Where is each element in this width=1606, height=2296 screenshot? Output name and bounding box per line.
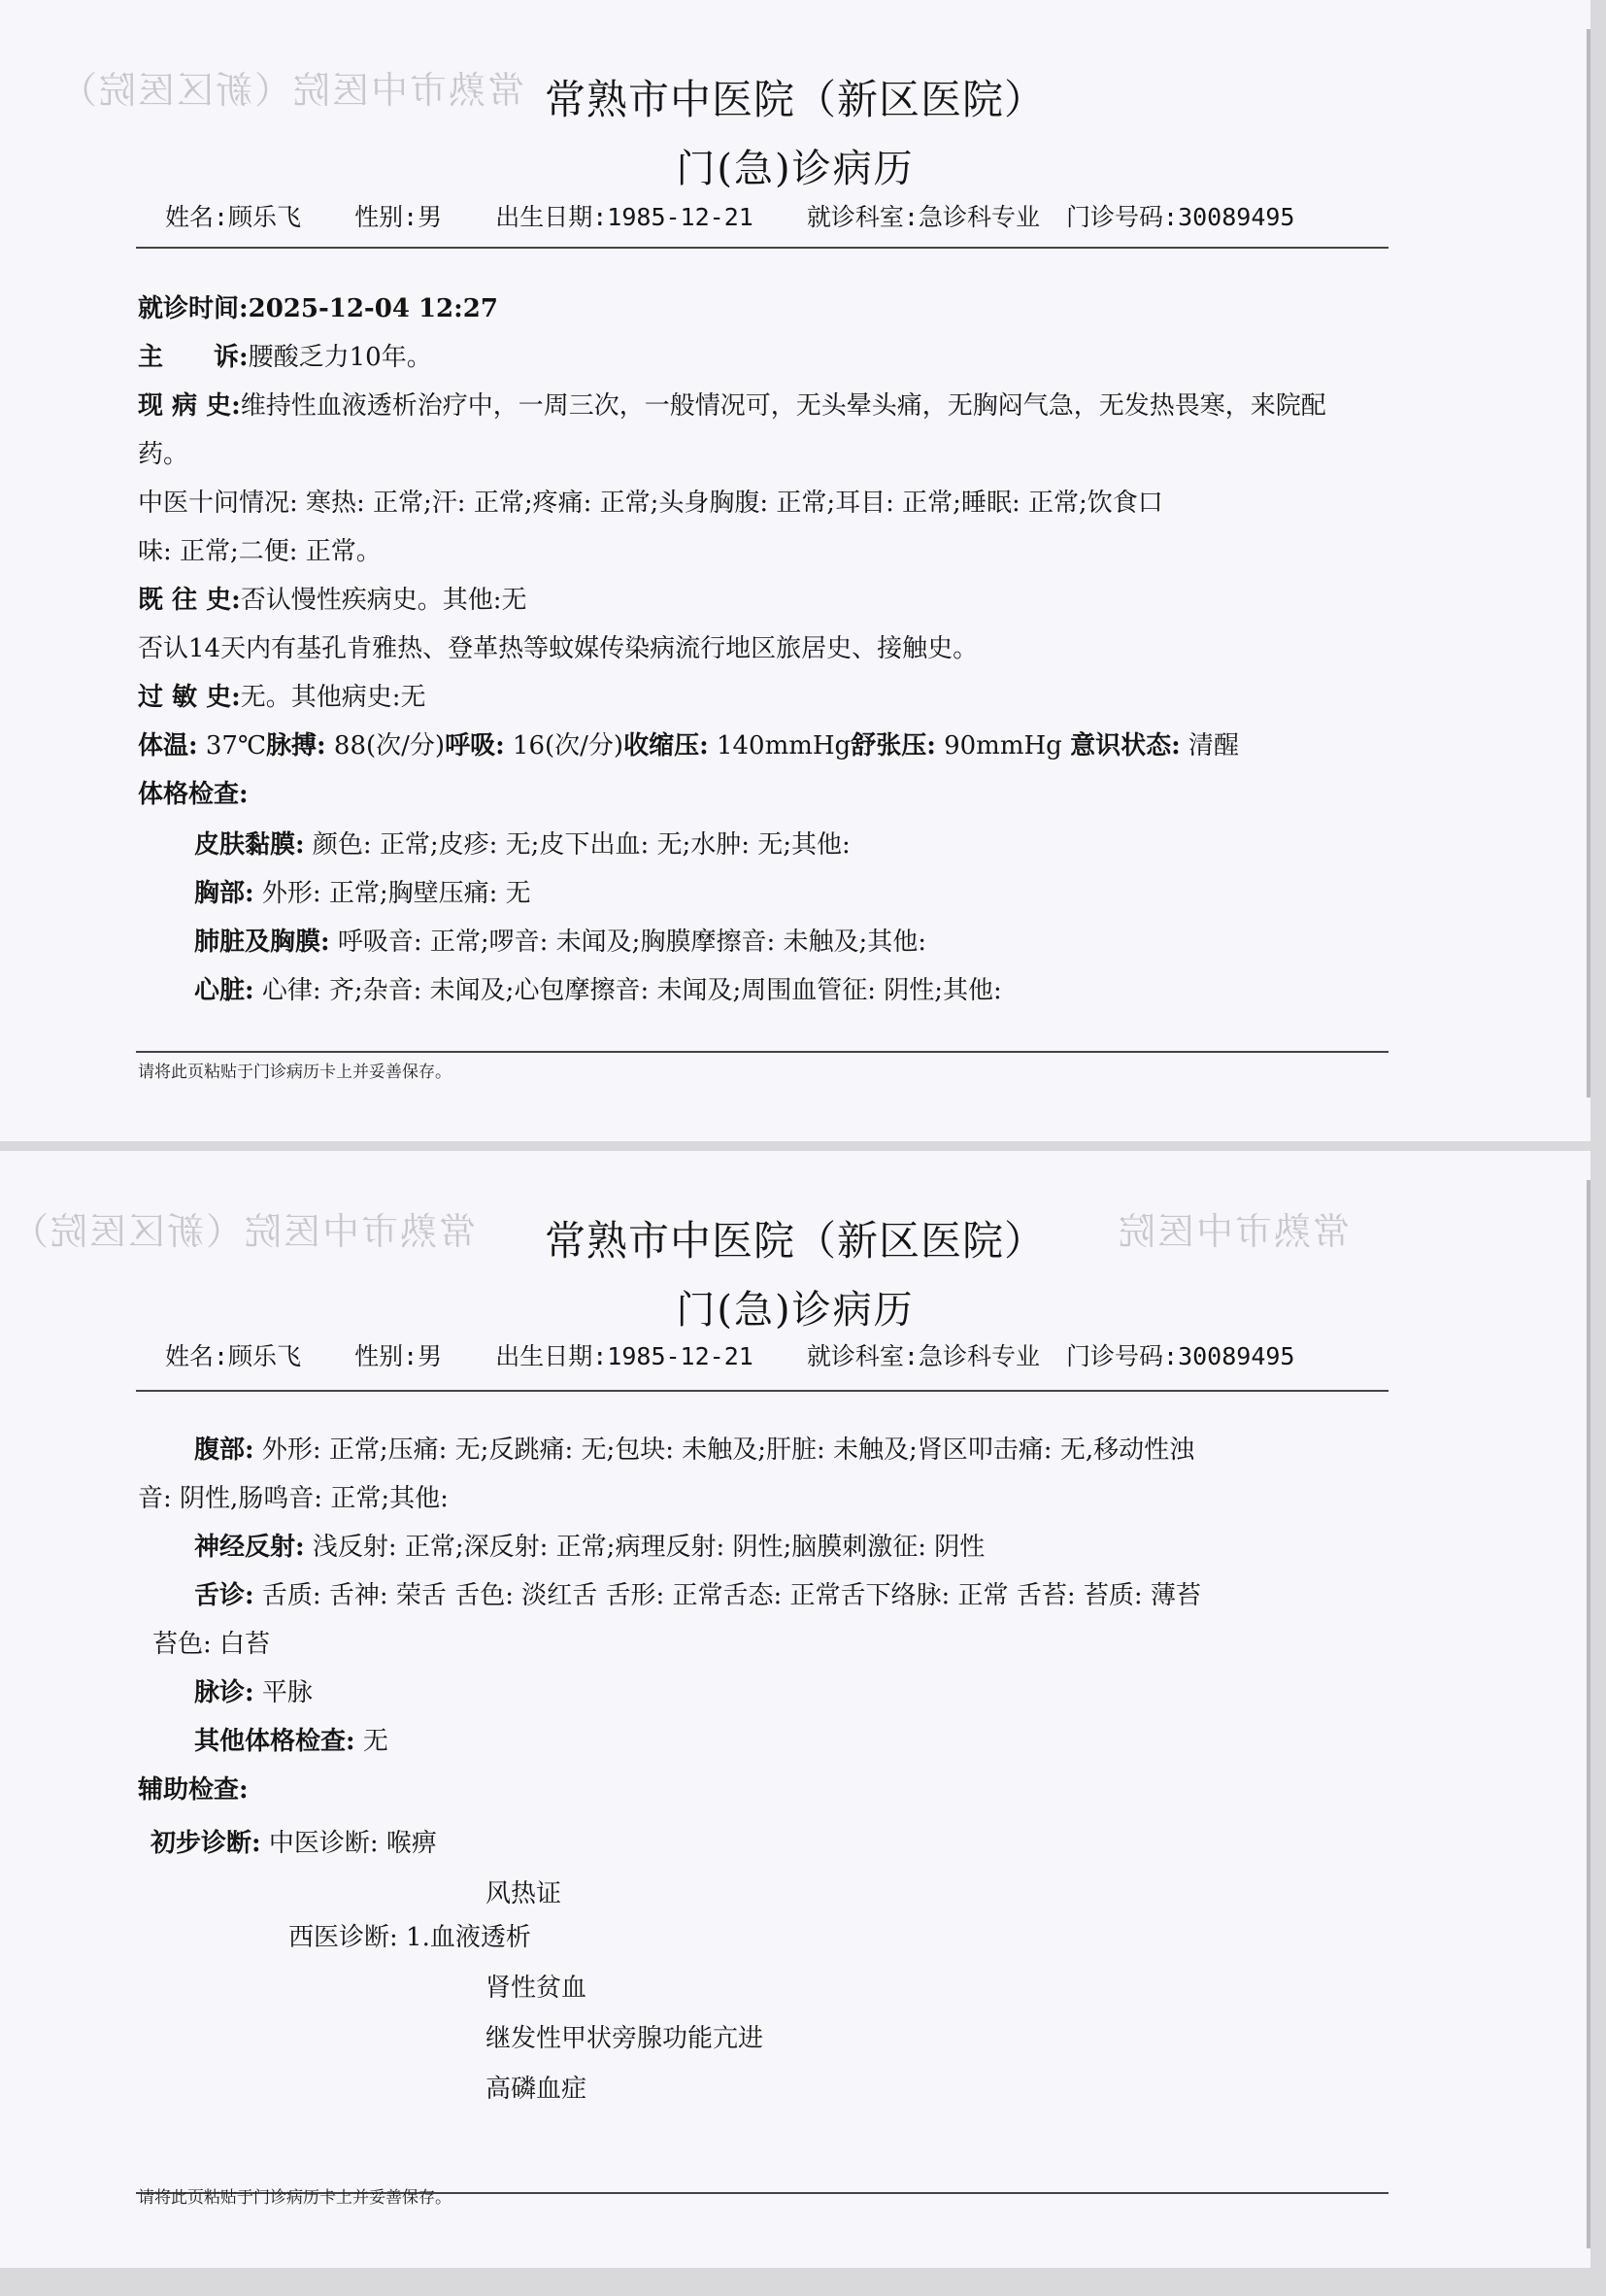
chest-label: 胸部:	[194, 879, 254, 908]
visit-time-text: 就诊时间:2025-12-04 12:27	[138, 294, 498, 323]
diagnosis-label: 初步诊断:	[151, 1829, 261, 1858]
header-rule	[136, 1390, 1389, 1392]
hospital-name: 常熟市中医院（新区医院）	[544, 1217, 1046, 1265]
past-label: 既 往 史:	[138, 586, 241, 615]
dbp-value: 90mmHg	[935, 731, 1062, 760]
record-title: 门(急)诊病历	[676, 147, 915, 191]
wm-dx-item: 继发性甲状旁腺功能亢进	[485, 2024, 764, 2053]
bleed-through-text: 常熟市中医院（新区医院）	[58, 69, 525, 112]
record-page-2	[0, 1151, 1590, 2268]
footer-rule	[136, 1051, 1389, 1053]
vital-signs	[138, 733, 1239, 759]
scan-edge	[1587, 1180, 1590, 2248]
footer-note: 请将此页粘贴于门诊病历卡上并妥善保存。	[138, 2188, 452, 2208]
pulse-exam	[194, 1680, 313, 1705]
record-title: 门(急)诊病历	[676, 1288, 915, 1333]
chest-text: 外形: 正常;胸壁压痛: 无	[253, 879, 531, 908]
abdomen-exam-1	[194, 1437, 1194, 1463]
consciousness-label: 意识状态:	[1070, 731, 1181, 760]
consciousness-value: 清醒	[1180, 731, 1239, 760]
patient-id: 门诊号码:30089495	[1066, 203, 1295, 231]
patient-info	[165, 1337, 1333, 1372]
abdomen-text-1: 外形: 正常;压痛: 无;反跳痛: 无;包块: 未触及;肝脏: 未触及;肾区叩击痛: 无,移动性浊	[253, 1435, 1195, 1465]
aux-exam-label: 辅助检查:	[138, 1775, 249, 1805]
chief-complaint	[138, 345, 432, 370]
header-rule	[136, 247, 1389, 249]
patient-name: 姓名:顾乐飞	[165, 1342, 302, 1370]
wm-dx-label: 西医诊断:	[288, 1923, 398, 1952]
skin-text: 颜色: 正常;皮疹: 无;皮下出血: 无;水肿: 无;其他:	[304, 830, 851, 860]
bleed-through-text: 常熟市中医院（新区医院）	[10, 1210, 477, 1253]
allergy-history	[138, 685, 425, 710]
pulse-label: 脉搏:	[266, 731, 326, 760]
complaint-label: 主 诉:	[138, 343, 249, 372]
chest-exam	[194, 881, 531, 906]
patient-id: 门诊号码:30089495	[1066, 1342, 1295, 1370]
allergy-text: 无。其他病史:无	[240, 683, 426, 712]
hpi-text-1: 维持性血液透析治疗中，一周三次，一般情况可，无头晕头痛，无胸闷气急，无发热畏寒，来院配	[240, 391, 1326, 421]
patient-info	[165, 198, 1333, 233]
patient-dob: 出生日期:1985-12-21	[495, 203, 753, 231]
patient-sex: 性别:男	[354, 1342, 443, 1370]
patient-sex: 性别:男	[354, 203, 443, 231]
tcm-inquiry-2: 味: 正常;二便: 正常。	[138, 537, 382, 566]
complaint-text: 腰酸乏力10年。	[248, 343, 432, 372]
patient-dob: 出生日期:1985-12-21	[495, 1342, 753, 1370]
neuro-text: 浅反射: 正常;深反射: 正常;病理反射: 阴性;脑膜刺激征: 阴性	[304, 1533, 986, 1562]
tongue-exam-1	[194, 1583, 1201, 1608]
heart-text: 心律: 齐;杂音: 未闻及;心包摩擦音: 未闻及;周围血管征: 阴性;其他:	[253, 976, 1002, 1005]
heart-exam	[194, 978, 1002, 1003]
patient-dept: 就诊科室:急诊科专业	[806, 1342, 1040, 1370]
tongue-exam-2: 苔色: 白苔	[152, 1630, 271, 1659]
abdomen-label: 腹部:	[194, 1435, 254, 1465]
bleed-through-text: 常熟市中医院	[1117, 1210, 1351, 1253]
hpi-line-2: 药。	[138, 440, 189, 469]
hpi-line-1	[138, 393, 1326, 419]
patient-name: 姓名:顾乐飞	[165, 203, 302, 231]
pulse-value: 88(次/分)	[325, 731, 446, 760]
visit-time	[138, 296, 498, 321]
wm-dx-item: 1.血液透析	[406, 1923, 531, 1952]
other-exam	[194, 1729, 388, 1754]
wm-dx-item: 高磷血症	[485, 2075, 587, 2104]
skin-exam	[194, 832, 851, 858]
tcm-dx-item: 喉痹	[385, 1829, 437, 1858]
tongue-label: 舌诊:	[194, 1581, 254, 1610]
sbp-value: 140mmHg	[708, 731, 852, 760]
tcm-diagnosis	[151, 1831, 437, 1856]
patient-dept: 就诊科室:急诊科专业	[806, 203, 1040, 231]
record-page-1	[0, 0, 1590, 1141]
skin-label: 皮肤黏膜:	[194, 830, 305, 860]
lung-label: 肺脏及胸膜:	[194, 928, 330, 957]
allergy-label: 过 敏 史:	[138, 683, 241, 712]
wm-dx-item: 肾性贫血	[485, 1974, 587, 2003]
pulse-dx-label: 脉诊:	[194, 1678, 254, 1707]
footer-note: 请将此页粘贴于门诊病历卡上并妥善保存。	[138, 1063, 452, 1082]
hpi-label: 现 病 史:	[138, 391, 241, 421]
lung-text: 呼吸音: 正常;啰音: 未闻及;胸膜摩擦音: 未触及;其他:	[329, 928, 926, 957]
other-exam-text: 无	[354, 1727, 388, 1756]
tcm-inquiry-1: 中医十问情况: 寒热: 正常;汗: 正常;疼痛: 正常;头身胸腹: 正常;耳目: 正常;睡眠: 正常;饮食口	[138, 489, 1163, 518]
hospital-name: 常熟市中医院（新区医院）	[544, 76, 1046, 123]
abdomen-exam-2: 音: 阴性,肠鸣音: 正常;其他:	[138, 1484, 449, 1513]
tongue-text-1: 舌质: 舌神: 荣舌 舌色: 淡红舌 舌形: 正常舌态: 正常舌下络脉: 正常 舌苔: 苔质: 薄苔	[253, 1581, 1201, 1610]
neuro-label: 神经反射:	[194, 1533, 305, 1562]
lung-exam	[194, 929, 926, 955]
tcm-dx-item: 风热证	[485, 1879, 562, 1908]
physical-exam-label: 体格检查:	[138, 780, 249, 809]
other-exam-label: 其他体格检查:	[194, 1727, 355, 1756]
pulse-dx-text: 平脉	[253, 1678, 313, 1707]
western-diagnosis	[288, 1925, 531, 1950]
neuro-exam	[194, 1535, 985, 1560]
sbp-label: 收缩压:	[623, 731, 709, 760]
temp-label: 体温:	[138, 731, 198, 760]
heart-label: 心脏:	[194, 976, 254, 1005]
past-history	[138, 588, 526, 613]
temp-value: 37℃	[197, 731, 267, 760]
dbp-label: 舒张压:	[851, 731, 936, 760]
resp-label: 呼吸:	[445, 731, 505, 760]
resp-value: 16(次/分)	[504, 731, 624, 760]
tcm-dx-label: 中医诊断:	[268, 1829, 379, 1858]
epidemiology: 否认14天内有基孔肯雅热、登革热等蚊媒传染病流行地区旅居史、接触史。	[138, 634, 979, 663]
past-text: 否认慢性疾病史。其他:无	[240, 586, 527, 615]
